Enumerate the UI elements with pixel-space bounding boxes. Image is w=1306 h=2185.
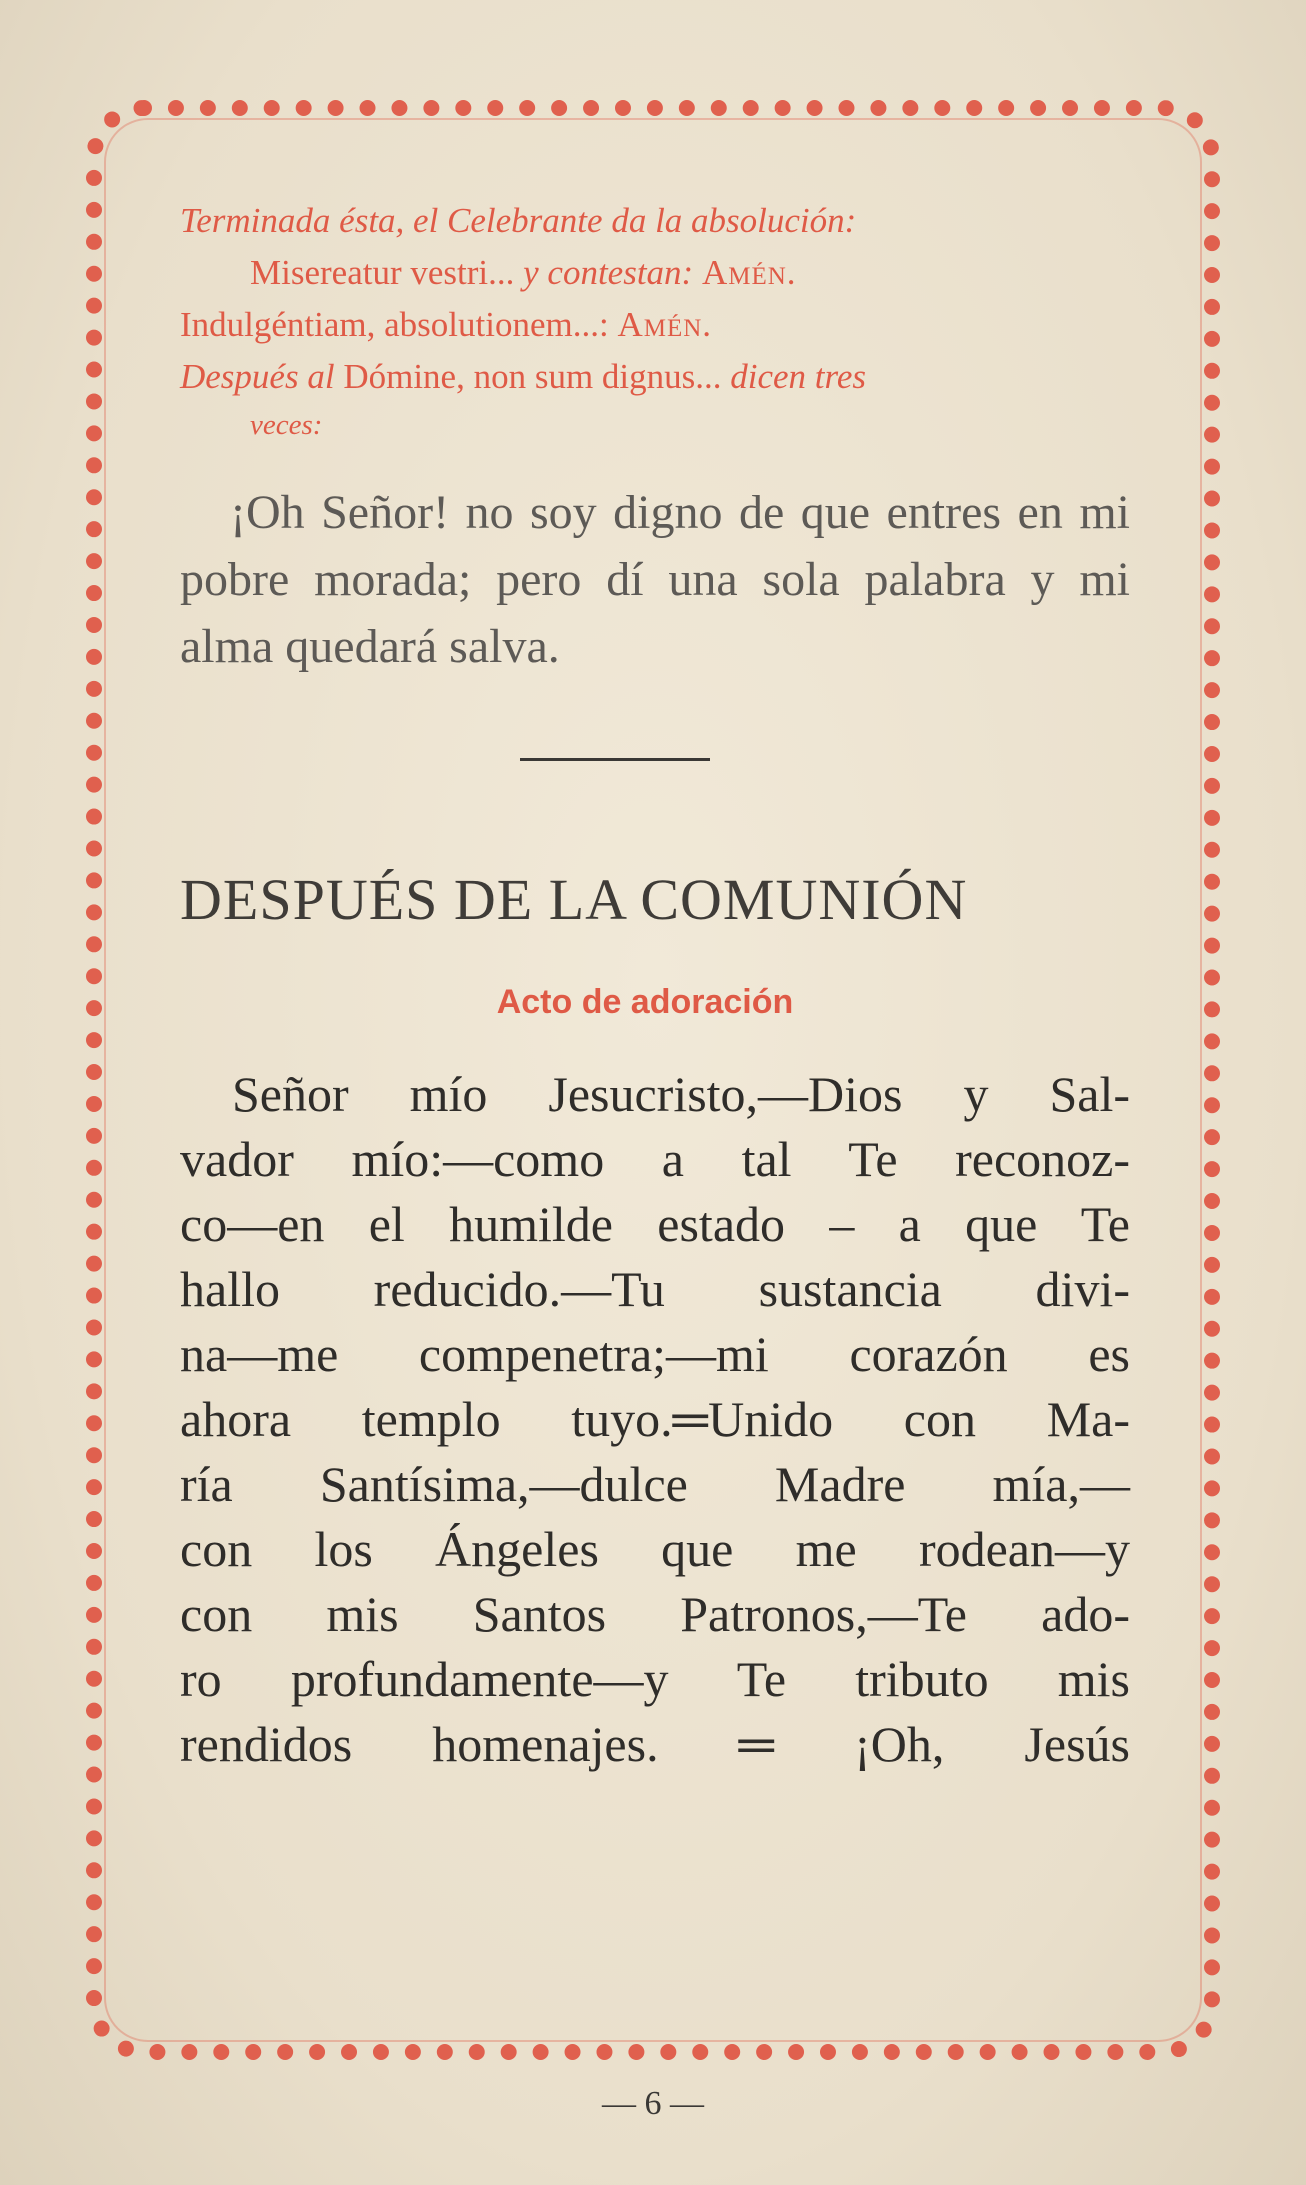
rubric-instruction: dicen tres: [721, 357, 867, 396]
section-divider: [520, 758, 710, 761]
rubric-block: [180, 195, 1130, 447]
rubric-line-3: [180, 299, 1130, 351]
page-content: [180, 195, 1130, 1777]
prayer-text: ¡Oh Señor! no soy digno de que entres en mi pobre morada; pero dí una sola palabra y mi alma quedará salva.: [180, 486, 1130, 673]
rubric-amen: Amén.: [701, 253, 797, 292]
rubric-instruction: y contestan:: [514, 253, 702, 292]
section-heading: DESPUÉS DE LA COMUNIÓN: [180, 867, 968, 932]
rubric-line-5: veces:: [250, 409, 323, 441]
rubric-instruction: Después al: [180, 357, 344, 396]
rubric-line-2: [180, 247, 1130, 299]
paragraph-line: ahora templo tuyo.═Unido con Ma-: [180, 1391, 1130, 1447]
rubric-latin: Indulgéntiam, absolutionem...:: [180, 305, 618, 344]
prayer-paragraph: [180, 479, 1130, 680]
paragraph-line: rendidos homenajes. ═ ¡Oh, Jesús: [180, 1716, 1130, 1772]
rubric-latin: Misereatur vestri...: [250, 253, 515, 292]
paragraph-line: vador mío:—como a tal Te reconoz-: [180, 1131, 1130, 1187]
paragraph-line: ría Santísima,—dulce Madre mía,—: [180, 1456, 1130, 1512]
paragraph-line: ro profundamente—y Te tributo mis: [180, 1651, 1130, 1707]
adoration-paragraph: [180, 1062, 1130, 1777]
rubric-line-4: [180, 351, 1130, 403]
rubric-latin: Dómine, non sum dignus...: [343, 357, 722, 396]
paragraph-line: Señor mío Jesucristo,—Dios y Sal-: [232, 1066, 1130, 1122]
paragraph-line: con mis Santos Patronos,—Te ado-: [180, 1586, 1130, 1642]
rubric-line-1: Terminada ésta, el Celebrante da la absolución:: [180, 201, 857, 240]
section-subheading: Acto de adoración: [496, 983, 794, 1021]
paragraph-line: co—en el humilde estado – a que Te: [180, 1196, 1130, 1252]
page-number: — 6 —: [602, 2085, 704, 2122]
paragraph-line: con los Ángeles que me rodean—y: [180, 1521, 1130, 1577]
paragraph-line: hallo reducido.—Tu sustancia divi-: [180, 1261, 1130, 1317]
paragraph-line: na—me compenetra;—mi corazón es: [180, 1326, 1130, 1382]
rubric-amen: Amén.: [617, 305, 713, 344]
